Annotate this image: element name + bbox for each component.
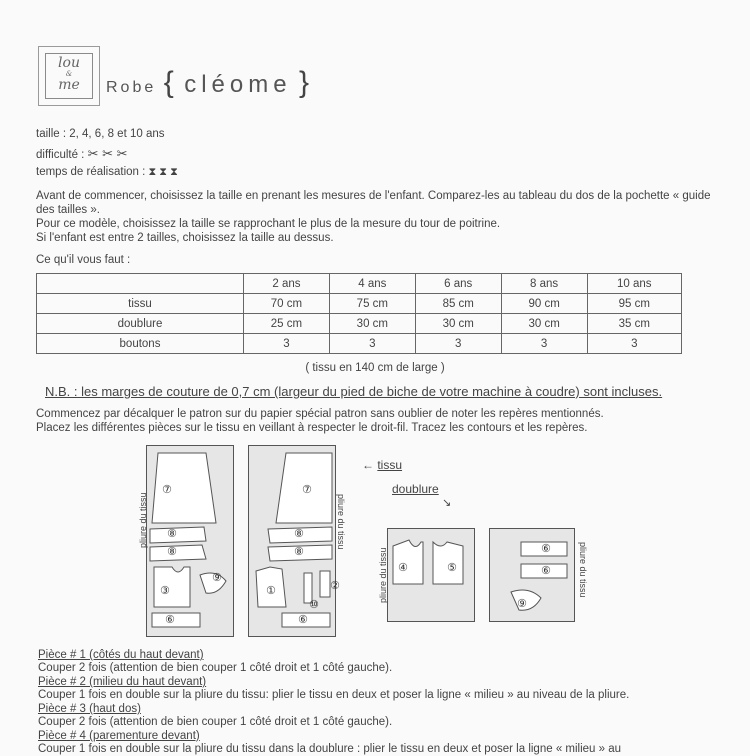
piece-8-shape <box>150 545 206 561</box>
table-cell: 95 cm <box>587 294 681 314</box>
tissu-arrow-label <box>362 458 402 472</box>
table-cell: tissu <box>37 294 244 314</box>
table-cell: 3 <box>501 334 587 354</box>
piece-6-shape <box>152 613 200 627</box>
requirements-table <box>36 273 682 354</box>
title-brace-close: } <box>299 66 313 99</box>
table-cell: 30 cm <box>329 314 415 334</box>
piece-number: ⑩ <box>309 599 319 611</box>
brand-logo <box>38 46 100 106</box>
piece-2-shape <box>320 571 330 597</box>
piece-number: ⑨ <box>517 598 527 610</box>
piece-number: ⑥ <box>541 543 551 555</box>
table-row <box>37 314 682 334</box>
table-cell: 3 <box>329 334 415 354</box>
piece-title: Pièce # 4 (parementure devant) <box>38 730 200 742</box>
page-title <box>106 66 312 100</box>
table-cell: 30 cm <box>415 314 501 334</box>
piece-title: Pièce # 1 (côtés du haut devant) <box>38 649 204 661</box>
piece-text: Couper 1 fois en double sur la pliure du tissu dans la doublure : plier le tissu en deux et poser la ligne « milieu » au <box>38 743 622 755</box>
logo-text-bottom: me <box>58 77 80 93</box>
title-brace-open: { <box>163 66 177 99</box>
intro-paragraph-1: Avant de commencer, choisissez la taille en prenant les mesures de l'enfant. Comparez-les au tableau du dos de la pochette « guide des tailles ». <box>36 190 711 216</box>
table-row <box>37 294 682 314</box>
difficulty-label: difficulté : <box>36 149 85 161</box>
table-header-cell: 8 ans <box>501 274 587 294</box>
doublure-label: doublure <box>392 482 439 496</box>
table-header-cell: 6 ans <box>415 274 501 294</box>
piece-number: ④ <box>398 562 408 574</box>
table-cell: 3 <box>587 334 681 354</box>
fold-label: pliure du tissu <box>336 494 346 550</box>
hourglass-icon: ⧗ ⧗ ⧗ <box>148 166 178 178</box>
table-cell: 3 <box>415 334 501 354</box>
piece-text: Couper 1 fois en double sur la pliure du tissu: plier le tissu en deux et poser la ligne « milieu » au niveau de la pliure. <box>38 689 630 701</box>
seam-allowance-note: N.B. : les marges de couture de 0,7 cm (largeur du pied de biche de votre machine à coudre) sont incluses. <box>45 384 663 399</box>
piece-number: ⑥ <box>541 565 551 577</box>
piece-number: ⑧ <box>294 546 304 558</box>
logo-text-top: lou <box>58 55 80 71</box>
time-label: temps de réalisation : <box>36 166 146 178</box>
table-header-row <box>37 274 682 294</box>
piece-text: Couper 2 fois (attention de bien couper 1 côté droit et 1 côté gauche). <box>38 716 393 728</box>
table-cell: 70 cm <box>244 294 330 314</box>
title-name: cléome <box>184 71 292 98</box>
table-header-cell: 10 ans <box>587 274 681 294</box>
arrow-left-icon: ← <box>362 458 374 472</box>
instructions-paragraph-1: Commencez par décalquer le patron sur du papier spécial patron sans oublier de noter les repères mentionnés. <box>36 408 604 420</box>
instructions-paragraph-2: Placez les différentes pièces sur le tissu en veillant à respecter le droit-fil. Tracez les contours et les repères. <box>36 422 588 434</box>
piece-number: ⑧ <box>167 546 177 558</box>
table-cell <box>37 274 244 294</box>
title-prefix: Robe <box>106 79 157 96</box>
arrow-down-right-icon: ↘ <box>442 497 452 509</box>
table-cell: boutons <box>37 334 244 354</box>
difficulty-line <box>36 146 127 162</box>
logo-text-mid: & <box>65 70 73 78</box>
piece-number: ② <box>330 580 340 592</box>
fold-label: pliure du tissu <box>138 492 148 548</box>
piece-number: ⑦ <box>162 484 172 496</box>
table-header-cell: 2 ans <box>244 274 330 294</box>
piece-title: Pièce # 2 (milieu du haut devant) <box>38 676 207 688</box>
tissu-label: tissu <box>377 458 403 472</box>
fold-label: pliure du tissu <box>378 547 388 603</box>
table-cell: 30 cm <box>501 314 587 334</box>
table-cell: 25 cm <box>244 314 330 334</box>
time-line <box>36 166 178 179</box>
intro-paragraph-2: Pour ce modèle, choisissez la taille se rapprochant le plus de la mesure du tour de poitrine. <box>36 218 501 230</box>
scissors-icon: ✂ ✂ ✂ <box>87 146 128 161</box>
piece-number: ⑥ <box>298 614 308 626</box>
table-cell: 35 cm <box>587 314 681 334</box>
sizes-line: taille : 2, 4, 6, 8 et 10 ans <box>36 128 165 140</box>
piece-number: ⑤ <box>447 562 457 574</box>
piece-number: ⑧ <box>294 528 304 540</box>
piece-number: ⑨ <box>212 572 222 584</box>
table-header-cell: 4 ans <box>329 274 415 294</box>
table-cell: 3 <box>244 334 330 354</box>
table-cell: 75 cm <box>329 294 415 314</box>
piece-number: ⑥ <box>165 614 175 626</box>
table-cell: 85 cm <box>415 294 501 314</box>
piece-number: ① <box>266 585 276 597</box>
cutting-layout-diagram <box>146 445 336 635</box>
piece-number: ③ <box>160 585 170 597</box>
fold-label: pliure du tissu <box>578 542 588 598</box>
table-cell: 90 cm <box>501 294 587 314</box>
table-cell: doublure <box>37 314 244 334</box>
table-row <box>37 334 682 354</box>
piece-number: ⑧ <box>167 528 177 540</box>
piece-8-shape <box>150 527 206 543</box>
intro-paragraph-3: Si l'enfant est entre 2 tailles, choisissez la taille au dessus. <box>36 232 334 244</box>
piece-title: Pièce # 3 (haut dos) <box>38 703 141 715</box>
piece-text: Couper 2 fois (attention de bien couper 1 côté droit et 1 côté gauche). <box>38 662 393 674</box>
table-caption: ( tissu en 140 cm de large ) <box>305 362 445 374</box>
need-heading: Ce qu'il vous faut : <box>36 254 131 266</box>
piece-number: ⑦ <box>302 484 312 496</box>
